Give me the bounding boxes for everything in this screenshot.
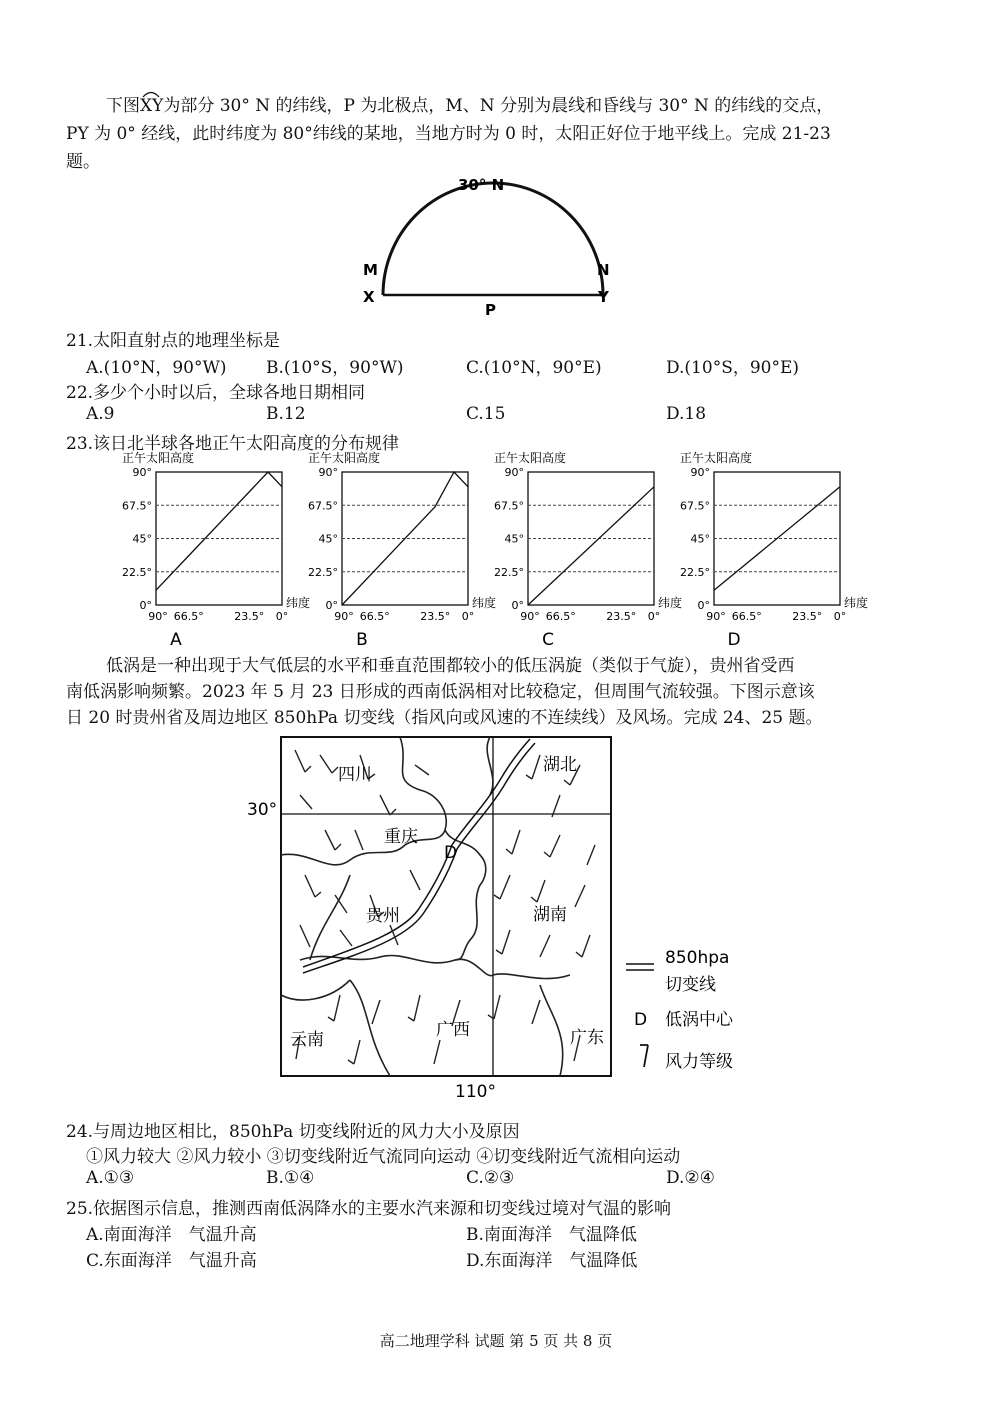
- chart-xtick: 23.5°: [234, 610, 265, 623]
- province-guangdong: 广东: [570, 1028, 604, 1048]
- fig1-title: 30° N: [458, 176, 505, 194]
- chart-ytick: 0°: [511, 599, 524, 612]
- chart-ytick: 45°: [690, 532, 710, 546]
- province-chongqing: 重庆: [384, 827, 418, 847]
- chart-xlabel: 纬度: [472, 596, 497, 610]
- chart-B: [304, 446, 500, 651]
- chart-ylabel: 正午太阳高度: [494, 451, 567, 465]
- chart-ytick: 67.5°: [494, 499, 524, 513]
- chart-line: [528, 487, 654, 605]
- chart-xlabel: 纬度: [658, 596, 683, 610]
- q21-stem: 21.太阳直射点的地理坐标是: [66, 331, 281, 351]
- q21-option-d[interactable]: D.(10°S，90°E): [666, 358, 800, 378]
- chart-xtick: 66.5°: [173, 610, 204, 623]
- province-hunan: 湖南: [533, 905, 567, 925]
- chart-xtick: 66.5°: [359, 610, 390, 623]
- chart-ytick: 22.5°: [680, 565, 710, 579]
- q22-option-c[interactable]: C.15: [466, 404, 506, 424]
- chart-ytick: 45°: [318, 532, 338, 546]
- chart-xtick: 66.5°: [545, 610, 576, 623]
- chart-ytick: 67.5°: [680, 499, 710, 513]
- intro1-line2: PY 为 0° 经线，此时纬度为 80°纬线的某地，当地方时为 0 时，太阳正好位于地平线上。完成 21-23: [66, 124, 831, 144]
- chart-ylabel: 正午太阳高度: [680, 451, 753, 465]
- q25-stem: 25.依据图示信息，推测西南低涡降水的主要水汽来源和切变线过境对气温的影响: [66, 1199, 672, 1219]
- province-sichuan: 四川: [338, 765, 372, 785]
- chart-xtick: 0°: [647, 610, 661, 623]
- chart-xtick: 90°: [706, 610, 726, 623]
- chart-panel-label: B: [356, 630, 368, 650]
- q22-option-d[interactable]: D.18: [666, 404, 707, 424]
- legend-wind-text: 风力等级: [665, 1052, 733, 1072]
- chart-xtick: 0°: [275, 610, 289, 623]
- page-footer: 高二地理学科 试题 第 5 页 共 8 页: [379, 1332, 613, 1350]
- legend-d-text: 低涡中心: [665, 1010, 733, 1030]
- chart-line: [156, 472, 282, 590]
- chart-panel-label: D: [727, 630, 741, 650]
- chart-ylabel: 正午太阳高度: [122, 451, 195, 465]
- chart-panel-label: A: [170, 630, 182, 650]
- q22-stem: 22.多少个小时以后，全球各地日期相同: [66, 383, 366, 403]
- chart-ytick: 0°: [697, 599, 710, 612]
- chart-xtick: 23.5°: [606, 610, 637, 623]
- province-yunnan: 云南: [290, 1030, 324, 1050]
- legend-d-symbol: D: [634, 1010, 648, 1030]
- fig1-x: X: [363, 288, 375, 306]
- chart-ytick: 67.5°: [308, 499, 338, 513]
- q24-stem: 24.与周边地区相比，850hPa 切变线附近的风力大小及原因: [66, 1122, 520, 1142]
- chart-xtick: 23.5°: [792, 610, 823, 623]
- chart-ytick: 90°: [318, 466, 338, 479]
- chart-xtick: 66.5°: [731, 610, 762, 623]
- chart-xtick: 0°: [833, 610, 847, 623]
- fig1-n: N: [597, 261, 610, 279]
- fig1-y: Y: [598, 288, 609, 306]
- q23-charts: [0, 446, 992, 651]
- q23-stem: 23.该日北半球各地正午太阳高度的分布规律: [66, 434, 400, 454]
- q21-option-b[interactable]: B.(10°S，90°W): [266, 358, 404, 378]
- chart-ytick: 90°: [504, 466, 524, 479]
- q24-option-d[interactable]: D.②④: [666, 1168, 715, 1188]
- chart-xtick: 90°: [334, 610, 354, 623]
- chart-xlabel: 纬度: [844, 596, 869, 610]
- intro2-line2: 南低涡影响频繁。2023 年 5 月 23 日形成的西南低涡相对比较稳定，但周围气流较强。下图示意该: [66, 682, 815, 702]
- chart-ytick: 90°: [132, 466, 152, 479]
- legend-shear-a: 850hpa: [665, 948, 730, 968]
- q21-option-c[interactable]: C.(10°N，90°E): [466, 358, 602, 378]
- chart-ytick: 0°: [325, 599, 338, 612]
- province-guizhou: 贵州: [366, 906, 400, 926]
- q24-option-c[interactable]: C.②③: [466, 1168, 515, 1188]
- chart-ylabel: 正午太阳高度: [308, 451, 381, 465]
- intro1-line3: 题。: [66, 152, 100, 172]
- chart-ytick: 0°: [139, 599, 152, 612]
- q24-option-a[interactable]: A.①③: [86, 1168, 135, 1188]
- arc-symbol: [141, 88, 161, 98]
- chart-ytick: 90°: [690, 466, 710, 479]
- legend-shear-b: 切变线: [665, 975, 716, 995]
- latitude-arc-figure: [355, 170, 635, 320]
- q22-option-b[interactable]: B.12: [266, 404, 306, 424]
- intro2-line3: 日 20 时贵州省及周边地区 850hPa 切变线（指风向或风速的不连续线）及风场。完成 24、25 题。: [66, 708, 823, 728]
- intro2-line1: 低涡是一种出现于大气低层的水平和垂直范围都较小的低压涡旋（类似于气旋），贵州省受西: [106, 656, 795, 676]
- q25-option-d[interactable]: D.东面海洋 气温降低: [466, 1251, 638, 1271]
- q24-items: ①风力较大 ②风力较小 ③切变线附近气流同向运动 ④切变线附近气流相向运动: [86, 1147, 681, 1167]
- lon-label: 110°: [455, 1082, 496, 1102]
- fig1-m: M: [363, 261, 378, 279]
- chart-xtick: 90°: [520, 610, 540, 623]
- chart-panel-label: C: [542, 630, 554, 650]
- intro1-line1: 下图 XY为部分 30° N 的纬线，P 为北极点，M、N 分别为晨线和昏线与 30° N 的纬线的交点，: [106, 92, 833, 120]
- fig1-p: P: [485, 301, 496, 319]
- chart-ytick: 22.5°: [122, 565, 152, 579]
- wind-field-map: [240, 735, 780, 1105]
- chart-xtick: 90°: [148, 610, 168, 623]
- chart-D: [676, 446, 872, 651]
- chart-ytick: 45°: [504, 532, 524, 546]
- province-hubei: 湖北: [543, 755, 577, 775]
- chart-xtick: 0°: [461, 610, 475, 623]
- chart-A: [118, 446, 314, 651]
- q21-option-a[interactable]: A.(10°N，90°W): [86, 358, 227, 378]
- q24-option-b[interactable]: B.①④: [266, 1168, 315, 1188]
- lat-label: 30°: [247, 800, 278, 820]
- legend-wind-barb-icon: [640, 1045, 648, 1067]
- low-vortex-center: D: [444, 843, 458, 863]
- chart-C: [490, 446, 686, 651]
- chart-ytick: 22.5°: [494, 565, 524, 579]
- q25-option-c[interactable]: C.东面海洋 气温升高: [86, 1251, 257, 1271]
- q25-option-b[interactable]: B.南面海洋 气温降低: [466, 1225, 637, 1245]
- q25-option-a[interactable]: A.南面海洋 气温升高: [86, 1225, 257, 1245]
- province-guangxi: 广西: [436, 1020, 470, 1040]
- chart-xtick: 23.5°: [420, 610, 451, 623]
- chart-ytick: 22.5°: [308, 565, 338, 579]
- chart-ytick: 67.5°: [122, 499, 152, 513]
- q22-option-a[interactable]: A.9: [86, 404, 115, 424]
- chart-ytick: 45°: [132, 532, 152, 546]
- chart-xlabel: 纬度: [286, 596, 311, 610]
